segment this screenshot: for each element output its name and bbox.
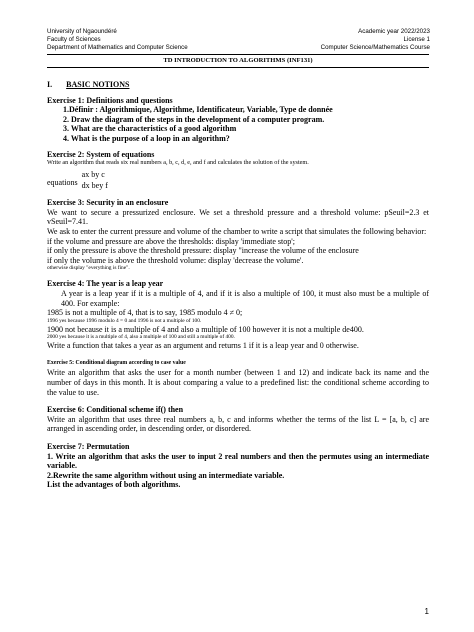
- ex3-bullet: if only the volume is above the threshold volume: display 'decrease the volume'.: [47, 255, 304, 265]
- ex7-item: 2.Rewrite the same algorithm without using an intermediate variable.: [47, 470, 285, 480]
- ex3-paragraph: We want to secure a pressurized enclosure. We set a threshold pressure and a threshold volume: pSeuil=2.3 et vSeuil=7.41.: [47, 207, 429, 227]
- header-left: [47, 28, 188, 52]
- ex7-item: List the advantages of both algorithms.: [47, 480, 181, 490]
- section-label: BASIC NOTIONS: [66, 80, 130, 89]
- header-right: [321, 28, 430, 52]
- ex1-list: [47, 105, 429, 143]
- ex7-title: Exercise 7: Permutation: [47, 442, 130, 452]
- section-heading: [47, 80, 429, 90]
- ex6-title: Exercise 6: Conditional scheme if() then: [47, 405, 184, 415]
- ex3-paragraph: We ask to enter the current pressure and volume of the chamber to write a script that simulates the following behavior:: [47, 226, 427, 236]
- title-top-rule: [47, 54, 429, 55]
- ex7-item: 1. Write an algorithm that asks the user to input 2 real numbers and then the permutes using an intermediate variable.: [47, 451, 429, 471]
- faculty-name: Faculty of Sciences: [47, 36, 101, 43]
- ex3-title: Exercise 3: Security in an enclosure: [47, 198, 169, 208]
- ex5-title: Exercise 5: Conditional diagram according to case value: [47, 359, 186, 366]
- ex7-list: [47, 452, 429, 490]
- document-body: [47, 80, 429, 490]
- ex2-text: Write an algorithm that reads six real numbers a, b, c, d, e, and f and calculates the solution of the system.: [47, 159, 309, 167]
- ex1-item: 2. Draw the diagram of the steps in the development of a computer program.: [63, 114, 325, 124]
- university-name: University of Ngaoundéré: [47, 28, 117, 35]
- equations-label: equations: [47, 178, 78, 188]
- ex4-bullet: 2000 yes because it is a multiple of 4, also a multiple of 100 and still a multiple of 400.: [47, 334, 235, 341]
- academic-year: Academic year 2022/2023: [358, 28, 430, 35]
- title-bottom-rule: [47, 67, 429, 68]
- ex4-bullet: 1900 not because it is a multiple of 4 and also a multiple of 100 however it is not a multiple de400.: [47, 324, 364, 334]
- ex1-item: 1.Définir : Algorithmique, Algorithme, Identificateur, Variable, Type de donnée: [63, 105, 333, 115]
- equation-system: [47, 169, 429, 191]
- ex1-title: Exercise 1: Definitions and questions: [47, 95, 173, 105]
- ex2-title: Exercise 2: System of equations: [47, 149, 155, 159]
- ex3-bullet: if only the pressure is above the threshold pressure: display "increase the volume of the enclosure: [47, 246, 359, 256]
- ex1-item: 4. What is the purpose of a loop in an algorithm?: [63, 133, 230, 143]
- equation-line: dx bey f: [81, 181, 108, 191]
- section-number: I.: [47, 80, 53, 89]
- ex1-item: 3. What are the characteristics of a good algorithm: [63, 124, 237, 134]
- ex5-text: Write an algorithm that asks the user for a month number (between 1 and 12) and indicate back its name and the number of days in this month. It is about comparing a value to a predefined list: the conditional scheme according to the value to use.: [47, 368, 429, 397]
- ex3-bullet: otherwise display "everything is fine".: [47, 265, 130, 272]
- level: License 1: [403, 36, 430, 43]
- ex4-bullet: 1985 is not a multiple of 4, that is to say, 1985 modulo 4 ≠ 0;: [47, 308, 243, 318]
- ex6-text: Write an algorithm that uses three real numbers a, b, c and informs whether the terms of the list L = [a, b, c] are arranged in ascending order, in descending order, or disordered.: [47, 414, 429, 434]
- ex4-paragraph: A year is a leap year if it is a multiple of 4, and if it is also a multiple of 100, it must also must be a multiple of 400. For example:: [61, 288, 429, 308]
- ex3-bullet: if the volume and pressure are above the thresholds: display 'immediate stop';: [47, 236, 295, 246]
- department-name: Department of Mathematics and Computer Science: [47, 44, 188, 51]
- ex4-paragraph: Write a function that takes a year as an argument and returns 1 if it is a leap year and 0 otherwise.: [47, 341, 359, 351]
- document-title: TD INTRODUCTION TO ALGORITHMS (INF131): [163, 57, 313, 64]
- equation-lines: [82, 169, 108, 191]
- page-number: 1: [424, 607, 429, 616]
- course-name: Computer Science/Mathematics Course: [320, 44, 430, 51]
- ex4-title: Exercise 4: The year is a leap year: [47, 279, 164, 289]
- ex4-bullet: 1996 yes because 1996 modulo 4 = 0 and 1996 is not a multiple of 100.: [47, 317, 202, 324]
- equation-line: ax by c: [81, 170, 105, 180]
